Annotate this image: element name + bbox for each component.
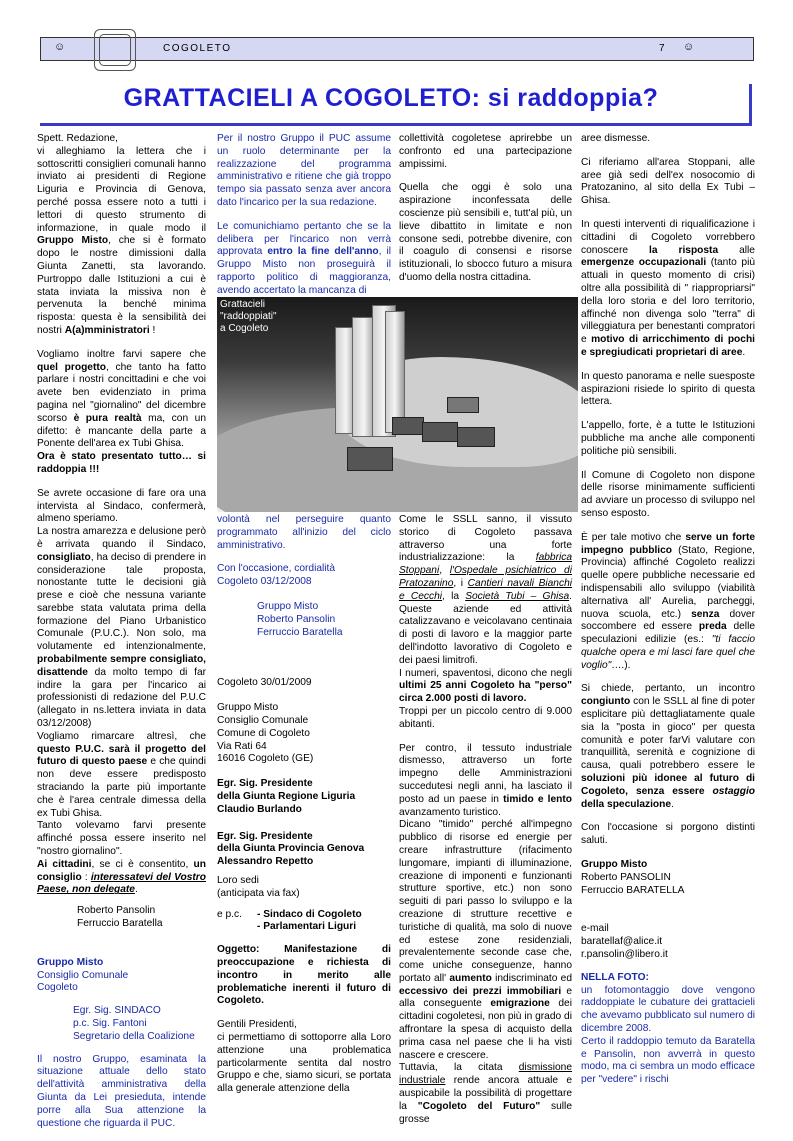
text: sulle grosse <box>399 1100 572 1125</box>
text-bold: entro la fine dell'anno <box>267 246 379 258</box>
text-underlined: Cantieri navali Bianchi e Cecchi <box>399 577 572 602</box>
contact-block <box>581 923 755 961</box>
letter-paragraph: Per il nostro Gruppo il PUC assume un ruolo determinante per la realizzazione del programma amministrativo e ritiene che già troppo tempo sia passato senza aver ancora dato l'incarico per la sua redazione. <box>217 133 391 208</box>
text: (Stato, Regione, Provincia) affinché Cogoleto realizzi quelle opere pubbliche necessarie ed indispensabili allo sviluppo (viabilità alternativa all' Aurelia, parcheggi, nuova scuola, etc.) <box>581 544 756 620</box>
page-number: 7 <box>659 43 665 54</box>
email-address[interactable]: r.pansolin@libero.it <box>581 949 668 961</box>
building-shape <box>457 427 495 447</box>
signature-group: Gruppo Misto <box>581 859 648 871</box>
sender-town: Cogoleto <box>37 982 78 994</box>
text-bold: della speculazione <box>581 798 672 810</box>
text-bold: probabilmente sempre consigliato, disattende <box>37 654 206 678</box>
text: ! <box>149 324 156 336</box>
text: alle <box>718 244 755 256</box>
text: (tanto più attuali in questo momento di crisi) oltre alla possibilità di " riappropriarsi" della loro storia e del loro territorio, affinché non divenga solo "terra" di villeggiatura per benestanti compratori e <box>581 257 756 346</box>
text-bold: A(a)mministratori <box>64 324 150 336</box>
text-bold: senza <box>691 608 720 620</box>
text-bold: Ora è stato presentato tutto… si raddoppia !!! <box>37 451 206 475</box>
sender-group: Gruppo Misto <box>37 956 104 968</box>
letter-paragraph: In questo panorama e nelle suesposte aspirazioni risiede lo spirito di questa lettera. <box>581 370 755 408</box>
signature-name: Gruppo Misto <box>257 600 319 612</box>
column-2-top <box>217 133 391 309</box>
letter-paragraph: Il nostro Gruppo, esaminata la situazione attuale dello stato dell'attività amministrativa della Giunta da Lei presieduta, intende porre alla Sua attenzione la questione che riguarda il PUC. <box>37 1053 206 1129</box>
address-line: 16016 Cogoleto (GE) <box>217 753 314 765</box>
letter-paragraph: volontà nel perseguire quanto programmato all'inizio del ciclo amministrativo. <box>217 514 391 551</box>
signature-block <box>217 601 391 639</box>
text-bold: emergenze occupazionali <box>581 257 707 269</box>
text: Per contro, il tessuto industriale dismesso, attraverso un forte impegno delle Amministrazioni succedutesi negli anni, ha lasciato il posto ad un paese in <box>399 742 572 805</box>
text: Le comunichiamo pertanto che se la delibera per l'incarico non verrà approvata <box>217 220 391 258</box>
letter-paragraph: L'appello, forte, è a tutte le Istituzioni pubbliche ma anche alle componenti politiche più sensibili. <box>581 420 755 457</box>
sender-block <box>37 957 206 995</box>
letter-paragraph: aree dismesse. <box>581 133 651 144</box>
smiley-icon-left: ☺ <box>54 41 66 53</box>
text: : <box>81 871 91 883</box>
text: Tuttavia, la citata <box>399 1062 519 1074</box>
text-underlined: fabbrica Stoppani <box>399 552 572 577</box>
text-bold: questo P.U.C. sarà il progetto del futuro di questo paese <box>37 743 206 768</box>
address-line: Via Rati 64 <box>217 740 267 752</box>
text-bold: è pura realtà <box>73 412 142 424</box>
text-bold: la risposta <box>649 244 719 256</box>
photo-note-text: un fotomontaggio dove vengono raddoppiate le cubature dei grattacieli che avevamo pubblicato sul numero di dicembre 2008. <box>581 984 755 1035</box>
letter-paragraph: Ci riferiamo all'area Stoppani, alle aree già sedi dell'ex nosocomio di Pratozanino, al sito della Ex Tubi – Ghisa. <box>581 156 755 207</box>
signature-block <box>581 859 755 897</box>
text: . <box>742 346 746 358</box>
text: . <box>134 884 138 896</box>
recipient-line: Alessandro Repetto <box>217 856 314 868</box>
column-2-bottom <box>217 514 391 1096</box>
photo-note-title: NELLA FOTO: <box>581 971 649 983</box>
photo-caption <box>220 299 277 335</box>
text: , la <box>442 590 466 602</box>
page-header <box>40 37 754 61</box>
cc-line: - Parlamentari Liguri <box>257 921 357 933</box>
letter-closing <box>217 514 391 639</box>
text: Si chiede, pertanto, un incontro <box>581 683 755 695</box>
text-bold: Gruppo Misto <box>37 235 109 247</box>
recipient-line: della Giunta Regione Liguria <box>217 790 356 802</box>
text: con le SSLL al fine di poter esplicitare più dettagliatamente quale sia la "posta in gioco" per questa comunità e poter farVi valutare con tranquillità, serenità e cognizione di causa, quali potrebbero essere le <box>581 696 755 772</box>
caption-line: "raddoppiati" <box>220 311 277 322</box>
text: . Queste aziende ed attività catalizzavano e veicolavano centinaia di posti di lavoro e la maggior parte dell'indotto lavorativo di Cogoleto e dei paesi limitrofi. <box>399 590 573 666</box>
text-bold: serve un forte impegno pubblico <box>581 531 755 556</box>
text: I numeri, spaventosi, dicono che negli <box>399 667 572 679</box>
building-shape <box>447 397 479 413</box>
signature-name: Roberto Pansolin <box>77 905 156 917</box>
text-bold-italic: ostaggio <box>712 785 755 797</box>
text-bold: congiunto <box>581 696 631 708</box>
text: Tanto volevamo farvi presente affinché possa essere inserito nel "nostro giornalino". <box>37 820 206 858</box>
cc-label: e p.c. <box>217 908 242 920</box>
text: È per tale motivo che <box>581 531 686 543</box>
address-line: Consiglio Comunale <box>217 714 309 726</box>
letter-greeting: Gentili Presidenti, <box>217 1019 297 1031</box>
signature-name: Ferruccio Baratella <box>257 626 343 638</box>
text-underlined: l'Ospedale psichiatrico di Pratozanino <box>399 565 572 589</box>
text: , il Gruppo Misto non proseguirà il rapporto politico di maggioranza, avendo accertato la mancanza di <box>217 246 391 296</box>
text: . <box>671 798 674 810</box>
recipient-line: Segretario della Coalizione <box>73 1030 195 1042</box>
text-bold: preda <box>698 621 727 633</box>
header-title: COGOLETO <box>163 43 232 54</box>
text: Come le SSLL sanno, il vissuto storico di Cogoleto passava attraverso una forte industrializzazione: la <box>399 514 572 564</box>
caption-line: Grattacieli <box>220 299 266 310</box>
text-bold: quel progetto <box>37 361 106 373</box>
cc-line: - Sindaco di Cogoleto <box>257 908 362 920</box>
tower-shape <box>385 311 405 433</box>
headline-side-bar <box>749 84 752 124</box>
text: , ha deciso di prendere in considerazione tale proposta, nonostante tutte le decisioni già prese e cioè che nessuna variante sarebbe stata valutata prima della formazione del Piano Urbanistico Comunale (P.U.C.). Non solo, ma volutamente ed intenzionalmente, <box>37 551 206 653</box>
letter-paragraph: ci permettiamo di sottoporre alla Loro attenzione una problematica particolarmente sentita dal nostro Gruppo e che, siamo sicuri, se portata alla generale attenzione della <box>217 1031 391 1095</box>
text-bold: timido e lento <box>503 793 572 805</box>
text-bold: un consiglio <box>37 858 206 883</box>
text: avanzamento turistico. <box>399 806 501 818</box>
column-1 <box>37 133 206 1141</box>
recipient-note: (anticipata via fax) <box>217 887 300 899</box>
recipient-note: Loro sedi <box>217 874 259 886</box>
text: da molto tempo di far indire la gara per l'incarico ai professionisti di redazione del P.U.C (allegato in ns.lettera inviata in data 03/12/2008) <box>37 666 206 730</box>
recipient-line: Egr. Sig. SINDACO <box>73 1005 161 1017</box>
text: , se ci è consentito, <box>91 858 194 870</box>
letter-paragraph: collettività cogoletese aprirebbe un confronto ed una partecipazione ampissimi. <box>399 133 572 170</box>
logo-inner-frame-icon <box>99 34 131 66</box>
text: e che quindi non deve essere predisposto straciando la parte più importante che è l'area centrale dimessa della ex Tubi Ghisa. <box>37 756 206 819</box>
text-italic: "ti faccio qualche opera e mi lasci fare quel che voglio" <box>581 634 756 671</box>
address-line: Gruppo Misto <box>217 702 279 714</box>
recipient-line: p.c. Sig. Fantoni <box>73 1018 147 1029</box>
headline-rule <box>40 123 752 126</box>
text-bold: "Cogoleto del Futuro" <box>417 1100 541 1112</box>
text: dover soccombere ed essere <box>581 608 755 633</box>
column-3-bottom <box>399 514 572 1126</box>
letter-paragraph: Con l'occasione si porgono distinti saluti. <box>581 822 755 847</box>
text: Dicano "timido" perché all'impegno pubblico di risorse ed energie per creare infrastrutture (rifacimento lungomare, impianti di illuminazione, creazione di imponenti e funzionanti strutture sportive, etc.) non sono seguiti di pari passo lo sviluppo e la creazione di strutture recettive e turistiche di qualità, ma solo di nuove ed estese zone residenziali, prevalentemente seconde case che, come uniche conseguenze, hanno portato all' <box>399 819 572 984</box>
recipient-line: Egr. Sig. Presidente <box>217 778 313 790</box>
text: ….). <box>611 659 631 671</box>
text: vi alleghiamo la lettera che i sottoscritti consiglieri comunali hanno inviato ai presidenti di Regione Liguria e Provincia di Genova, perché possa essere noto a tutti i lettori di questo strumento di informazione, in quale modo il <box>37 145 206 234</box>
signature-name: Ferruccio Baratella <box>77 918 163 930</box>
text: Vogliamo rimarcare altresì, che <box>37 730 206 742</box>
text-bold: consigliato <box>37 551 91 563</box>
signature-name: Ferruccio BARATELLA <box>581 884 685 896</box>
photo-note-text: Certo il raddoppio temuto da Baratella e Pansolin, non avverrà in questo modo, ma ci sembra un modo efficace per "vedere" i rischi <box>581 1035 755 1086</box>
text: , <box>439 565 450 577</box>
text: , che si è formato dopo le nostre dimissioni dalla Giunta Zanetti, sta lavorando. Purtroppo dalle Istituzioni a cui è stata inviata la missiva non è pervenuta la benché minima risposta: questa è la sensibilità dei nostri <box>37 235 206 336</box>
text-bold: motivo di arricchimento di pochi e spregiudicati proprietari di aree <box>581 334 755 358</box>
text: rende ancora attuale e auspicabile la possibilità di progettare la <box>399 1075 572 1112</box>
text-bold: eccessivo dei prezzi immobiliari <box>399 985 562 997</box>
recipient-block <box>217 778 391 816</box>
text: e alla conseguente <box>399 985 573 1010</box>
text-bold: soluzioni più idonee al futuro di Cogoleto, senza essere <box>581 773 755 797</box>
text: , i <box>453 577 468 589</box>
text: Se avrete occasione di fare ora una intervista al Sindaco, confermerà, almeno speriamo. <box>37 487 206 525</box>
closing-line: Con l'occasione, cordialità <box>217 563 336 575</box>
email-address[interactable]: baratellaf@alice.it <box>581 936 663 948</box>
recipient-block <box>217 831 391 869</box>
text-bold: ultimi 25 anni Cogoleto ha "perso" circa 2.000 posti di lavoro. <box>399 680 572 705</box>
column-3-top <box>399 133 572 296</box>
text: ma, con un difetto: è mancante della parte a Ponente dell'area ex Tubi Ghisa. <box>37 412 206 450</box>
text-bold: aumento <box>449 972 492 984</box>
letter-date: Cogoleto 03/12/2008 <box>217 576 312 588</box>
photo-note <box>581 972 755 1087</box>
address-line: Comune di Cogoleto <box>217 727 310 739</box>
text: Vogliamo inoltre farvi sapere che <box>37 348 206 360</box>
letter-paragraph: Quella che oggi è solo una aspirazione inconfessata delle coscienze più sensibili e, tutt'al più, un lieve dibattito in limitate e non consone sedi, potrebbe divenire, con il coagulo di consensi e risorse istituzionali, lo sbocco futuro a misura d'uomo della nostra cittadina. <box>399 182 572 283</box>
text: La nostra amarezza e delusione però è arrivata quando il Sindaco, <box>37 526 206 550</box>
text-bold-italic: interessatevi del Vostro Paese, non delegate <box>37 871 206 896</box>
column-4 <box>581 133 755 1087</box>
building-shape <box>422 422 458 442</box>
recipient-block <box>37 1005 206 1043</box>
text: In questi interventi di riqualificazione i cittadini di Cogoleto vorrebbero conoscere <box>581 218 755 256</box>
letter-paragraph: Il Comune di Cogoleto non dispone delle risorse minimamente sufficienti ad avviare un processo di sviluppo nel senso esposto. <box>581 469 755 519</box>
sender-council: Consiglio Comunale <box>37 969 129 981</box>
signature-name: Roberto Pansolin <box>257 613 336 625</box>
text-underlined: Società Tubi – Ghisa <box>465 590 570 602</box>
text: Troppi per un piccolo centro di 9.000 abitanti. <box>399 705 572 730</box>
recipient-line: della Giunta Provincia Genova <box>217 843 365 855</box>
text-bold: Ai cittadini <box>37 858 92 870</box>
building-shape <box>347 447 393 471</box>
caption-line: a Cogoleto <box>220 323 269 334</box>
salutation: Spett. Redazione, <box>37 133 118 144</box>
letter-subject: Oggetto: Manifestazione di preoccupazione e richiesta di incontro in merito alle problematiche inerenti il futuro di Cogoleto. <box>217 944 391 1007</box>
recipient-line: Claudio Burlando <box>217 803 302 815</box>
smiley-icon-right: ☺ <box>683 41 695 53</box>
photomontage-image <box>217 297 578 512</box>
signature-name: Roberto PANSOLIN <box>581 871 671 883</box>
text: dei cittadini cogoletesi, non più in grado di affrontare la spesa di acquisto della prima casa nel paese che li ha visti nascere e crescere. <box>399 998 572 1061</box>
sender-address <box>217 702 391 766</box>
text-underlined: dismissione industriale <box>399 1062 572 1087</box>
letter-date: Cogoleto 30/01/2009 <box>217 677 312 689</box>
article-headline: GRATTACIELI A COGOLETO: si raddoppia? <box>123 84 659 112</box>
text: delle speculazioni edilizie (es.: <box>581 621 755 646</box>
text: , che tanto ha fatto parlare i nostri concittadini e che voi avete ben evidenziato in prima pagina nel "giornalino" del dicembre scorso <box>37 361 206 424</box>
text-bold: emigrazione <box>490 998 550 1010</box>
cc-block <box>217 909 391 935</box>
signature-block <box>37 905 206 931</box>
recipient-line: Egr. Sig. Presidente <box>217 830 313 842</box>
email-label: e-mail <box>581 923 609 935</box>
text: indiscriminato ed <box>491 972 572 984</box>
building-shape <box>392 417 424 435</box>
